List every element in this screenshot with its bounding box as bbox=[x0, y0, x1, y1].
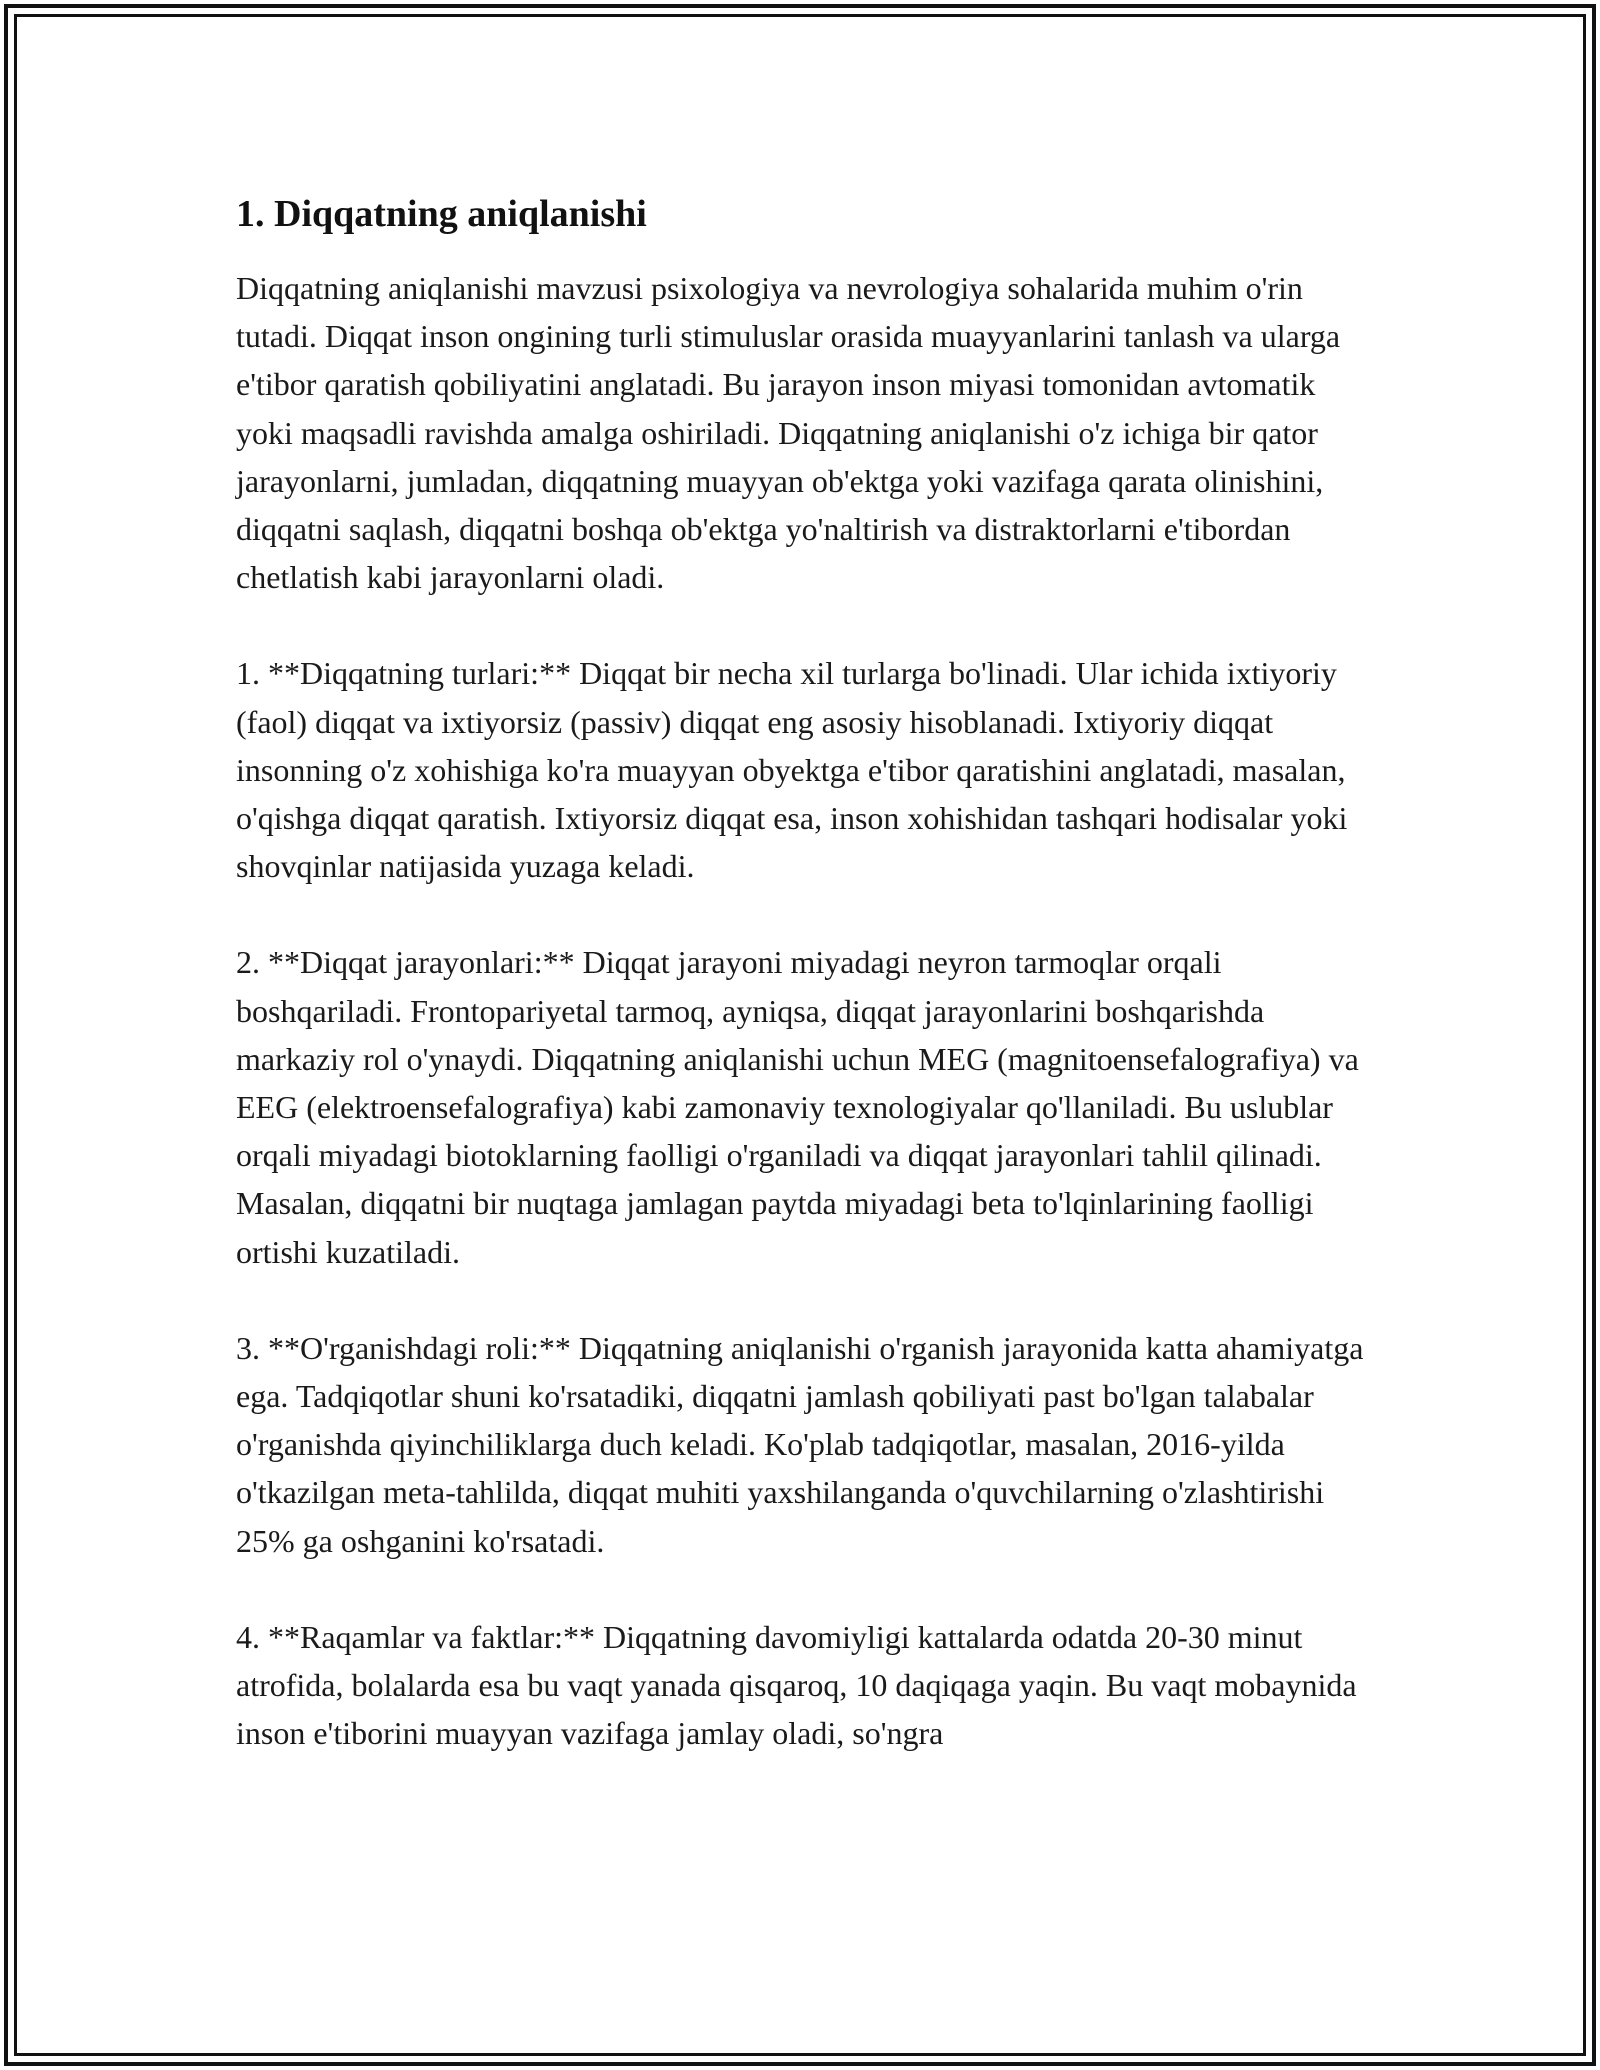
paragraph-organishdagi-roli: 3. **O'rganishdagi roli:** Diqqatning aniqlanishi o'rganish jarayonida katta ahamiyatga ega. Tadqiqotlar shuni ko'rsatadiki, diqqatni jamlash qobiliyati past bo'lgan talabalar o'rganishda qiyinchiliklarga duch keladi. Ko'plab tadqiqotlar, masalan, 2016-yilda o'tkazilgan meta-tahlilda, diqqat muhiti yaxshilanganda o'quvchilarning o'zlashtirishi 25% ga oshganini ko'rsatadi. bbox=[236, 1329, 1364, 1559]
paragraph-diqqat-jarayonlari: 2. **Diqqat jarayonlari:** Diqqat jarayoni miyadagi neyron tarmoqlar orqali boshqariladi. Frontopariyetal tarmoq, ayniqsa, diqqat jarayonlarini boshqarishda markaziy rol o'ynaydi. Diqqatning aniqlanishi uchun MEG (magnitoensefalografiya) va EEG (elektroensefalografiya) kabi zamonaviy texnologiyalar qo'llaniladi. Bu uslublar orqali miyadagi biotoklarning faolligi o'rganiladi va diqqat jarayonlari tahlil qilinadi. Masalan, diqqatni bir nuqtaga jamlagan paytda miyadagi beta to'lqinlarining faolligi ortishi kuzatiladi. bbox=[236, 944, 1359, 1270]
intro-paragraph: Diqqatning aniqlanishi mavzusi psixologiya va nevrologiya sohalarida muhim o'rin tutadi. Diqqat inson ongining turli stimuluslar orasida muayyanlarini tanlash va ularga e'tibor qaratish qobiliyatini anglatadi. Bu jarayon inson miyasi tomonidan avtomatik yoki maqsadli ravishda amalga oshiriladi. Diqqatning aniqlanishi o'z ichiga bir qator jarayonlarni, jumladan, diqqatning muayyan ob'ektga yoki vazifaga qarata olinishini, diqqatni saqlash, diqqatni boshqa ob'ektga yo'naltirish va distraktorlarni e'tibordan chetlatish kabi jarayonlarni oladi. bbox=[236, 270, 1341, 596]
document-body bbox=[236, 186, 1376, 1805]
section-heading: 1. Diqqatning aniqlanishi bbox=[236, 193, 647, 235]
paragraph-raqamlar-faktlar: 4. **Raqamlar va faktlar:** Diqqatning davomiyligi kattalarda odatda 20-30 minut atrofida, bolalarda esa bu vaqt yanada qisqaroq, 10 daqiqaga yaqin. Bu vaqt mobaynida inson e'tiborini muayyan vazifaga jamlay oladi, so'ngra bbox=[236, 1618, 1357, 1752]
paragraph-diqqat-turlari: 1. **Diqqatning turlari:** Diqqat bir necha xil turlarga bo'linadi. Ular ichida ixtiyoriy (faol) diqqat va ixtiyorsiz (passiv) diqqat eng asosiy hisoblanadi. Ixtiyoriy diqqat insonning o'z xohishiga ko'ra muayyan obyektga e'tibor qaratishini anglatadi, masalan, o'qishga diqqat qaratish. Ixtiyorsiz diqqat esa, inson xohishidan tashqari hodisalar yoki shovqinlar natijasida yuzaga keladi. bbox=[236, 655, 1348, 885]
